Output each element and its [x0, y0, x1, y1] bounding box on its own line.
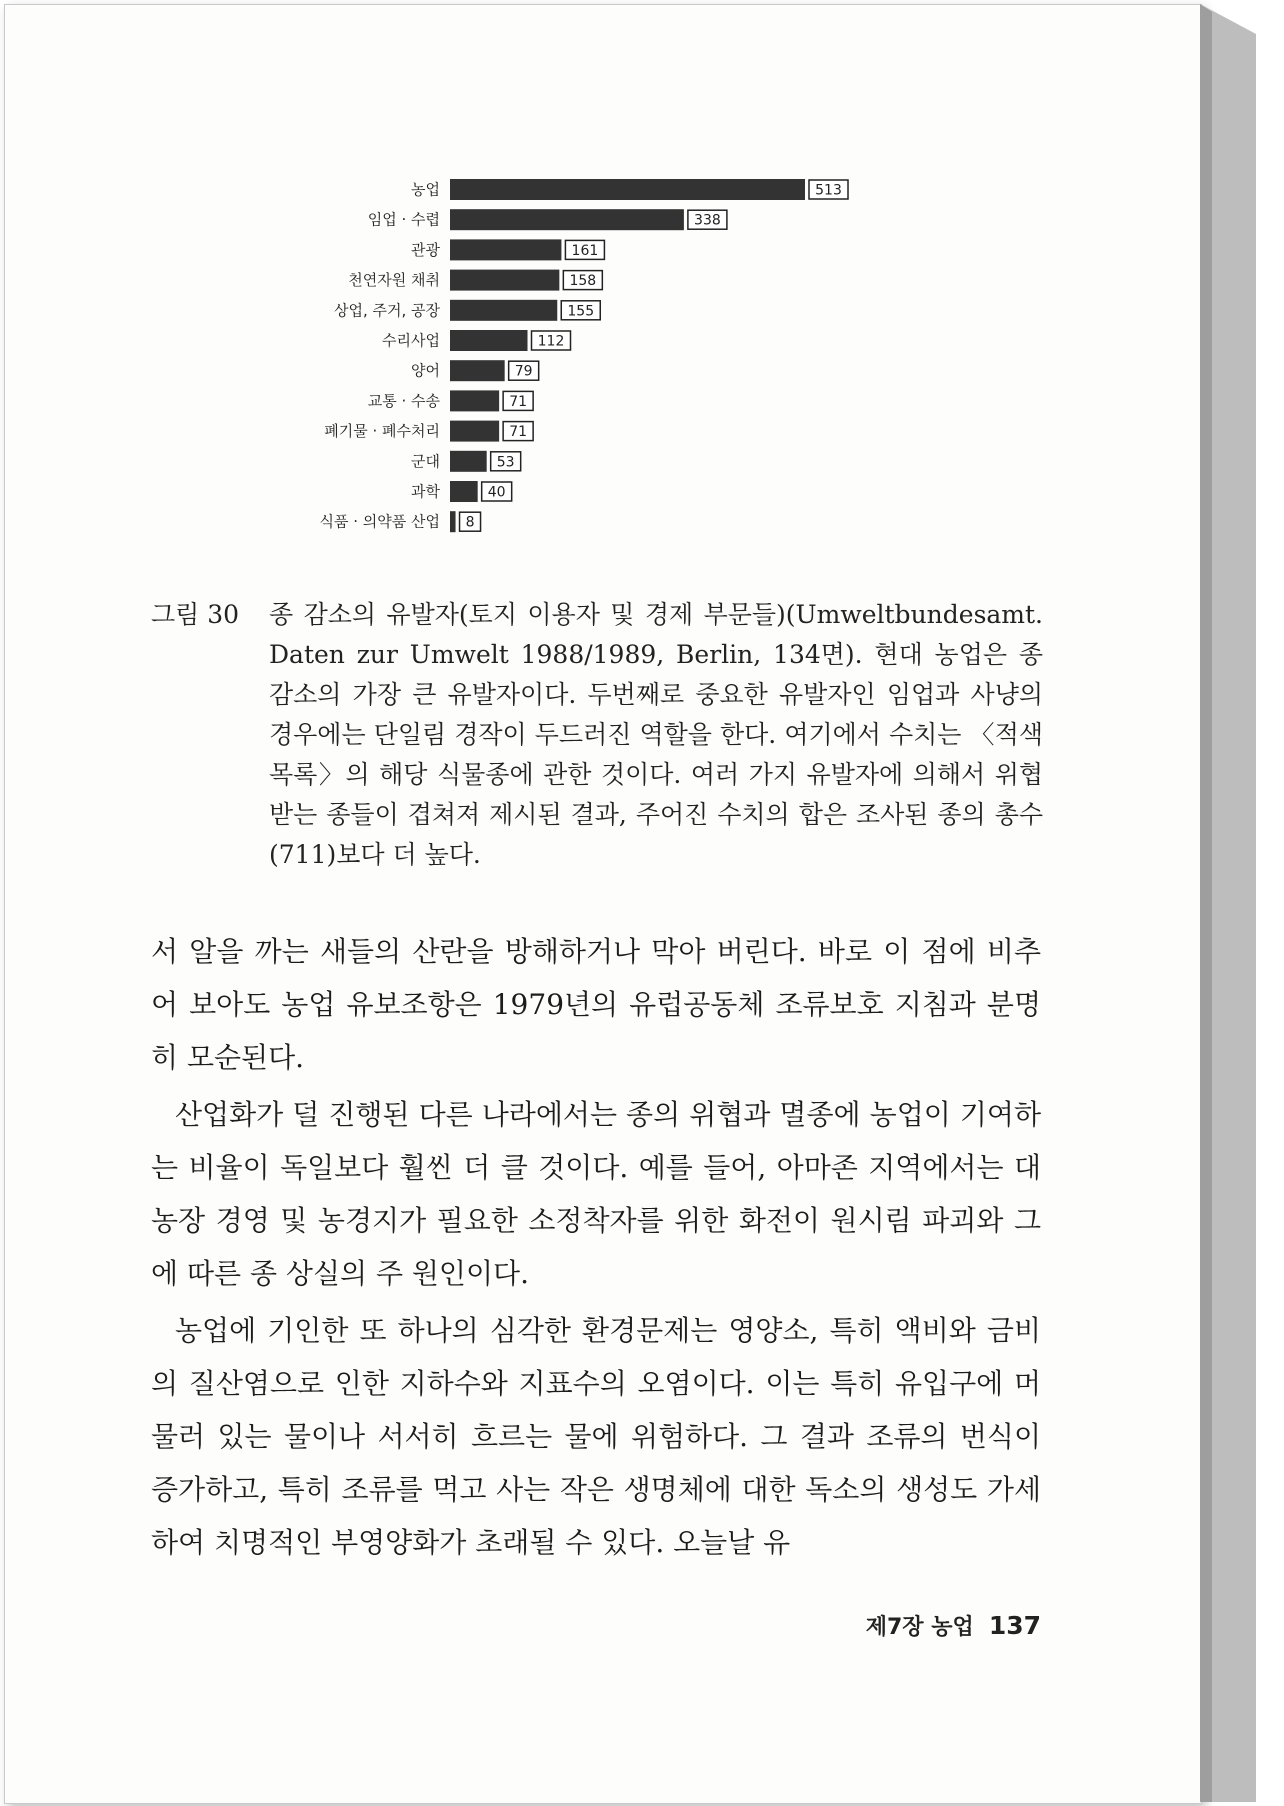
- value-label: 161: [571, 242, 599, 259]
- bar: [450, 360, 505, 381]
- bar: [450, 451, 487, 472]
- category-label: 군대: [411, 452, 440, 471]
- category-label: 과학: [411, 482, 440, 501]
- bar: [450, 330, 528, 351]
- category-label: 수리사업: [382, 331, 440, 350]
- bar: [450, 481, 478, 502]
- page-number: 137: [988, 1611, 1041, 1640]
- bar: [450, 179, 805, 200]
- value-label: 155: [567, 303, 595, 320]
- paragraph-3: 농업에 기인한 또 하나의 심각한 환경문제는 영양소, 특히 액비와 금비의 질산염으로 인한 지하수와 지표수의 오염이다. 이는 특히 유입구에 머물러 있는 물이나 서서히 흐르는 물에 위험하다. 그 결과 조류의 번식이 증가하고, 특히 조류를 먹고 사는 작은 생명체에 대한 독소의 생성도 가세하여 치명적인 부영양화가 초래될 수 있다. 오늘날 유: [151, 1314, 1041, 1559]
- page-footer: [765, 1610, 1041, 1641]
- category-label: 양어: [411, 361, 440, 380]
- value-label: 158: [569, 273, 597, 290]
- value-label: 8: [465, 514, 475, 531]
- bar: [450, 209, 684, 230]
- value-label: 71: [509, 393, 528, 410]
- category-label: 천연자원 채취: [348, 271, 440, 290]
- caption-label: 그림 30: [151, 600, 240, 629]
- bar: [450, 270, 559, 291]
- value-label: 40: [487, 484, 506, 501]
- bar: [450, 421, 499, 442]
- bar: [450, 239, 561, 260]
- value-label: 338: [694, 212, 721, 229]
- category-label: 식품 · 의약품 산업: [319, 512, 440, 531]
- chapter-title: 제7장 농업: [865, 1615, 974, 1640]
- category-label: 상업, 주거, 공장: [333, 301, 440, 320]
- category-label: 농업: [411, 180, 440, 199]
- bar: [450, 390, 499, 411]
- body-text: [151, 925, 1041, 1573]
- value-label: 112: [537, 333, 565, 350]
- category-label: 교통 · 수송: [367, 391, 440, 410]
- species-decline-chart: [5, 175, 1201, 565]
- bar: [450, 300, 557, 321]
- value-label: 53: [496, 454, 515, 471]
- category-label: 임업 · 수렵: [367, 210, 440, 229]
- caption-text: 종 감소의 유발자(토지 이용자 및 경제 부문들)(Umweltbundesamt. Daten zur Umwelt 1988/1989, Berlin, 134면). 현대 농업은 종 감소의 가장 큰 유발자이다. 두번째로 중요한 유발자인 임업과 사냥의 경우에는 단일림 경작이 두드러진 역할을 한다. 여기에서 수치는 〈적색목록〉의 해당 식물종에 관한 것이다. 여러 가지 유발자에 의해서 위협받는 종들이 겹쳐져 제시된 결과, 주어진 수치의 합은 조사된 종의 총수(711)보다 더 높다.: [269, 600, 1043, 869]
- book-spine-edge: [1200, 4, 1256, 1802]
- category-label: 관광: [411, 240, 440, 259]
- paragraph-1: 서 알을 까는 새들의 산란을 방해하거나 막아 버린다. 바로 이 점에 비추어 보아도 농업 유보조항은 1979년의 유럽공동체 조류보호 지침과 분명히 모순된다.: [151, 935, 1041, 1074]
- value-label: 71: [509, 424, 528, 441]
- category-label: 폐기물 · 폐수처리: [324, 422, 440, 441]
- paragraph-2: 산업화가 덜 진행된 다른 나라에서는 종의 위협과 멸종에 농업이 기여하는 비율이 독일보다 훨씬 더 클 것이다. 예를 들어, 아마존 지역에서는 대농장 경영 및 농경지가 필요한 소정착자를 위한 화전이 원시림 파괴와 그에 따른 종 상실의 주 원인이다.: [151, 1098, 1041, 1290]
- value-label: 513: [815, 182, 842, 199]
- book-page: [4, 4, 1202, 1804]
- bar: [450, 511, 456, 532]
- value-label: 79: [514, 363, 533, 380]
- bar-chart-svg: [5, 175, 1201, 565]
